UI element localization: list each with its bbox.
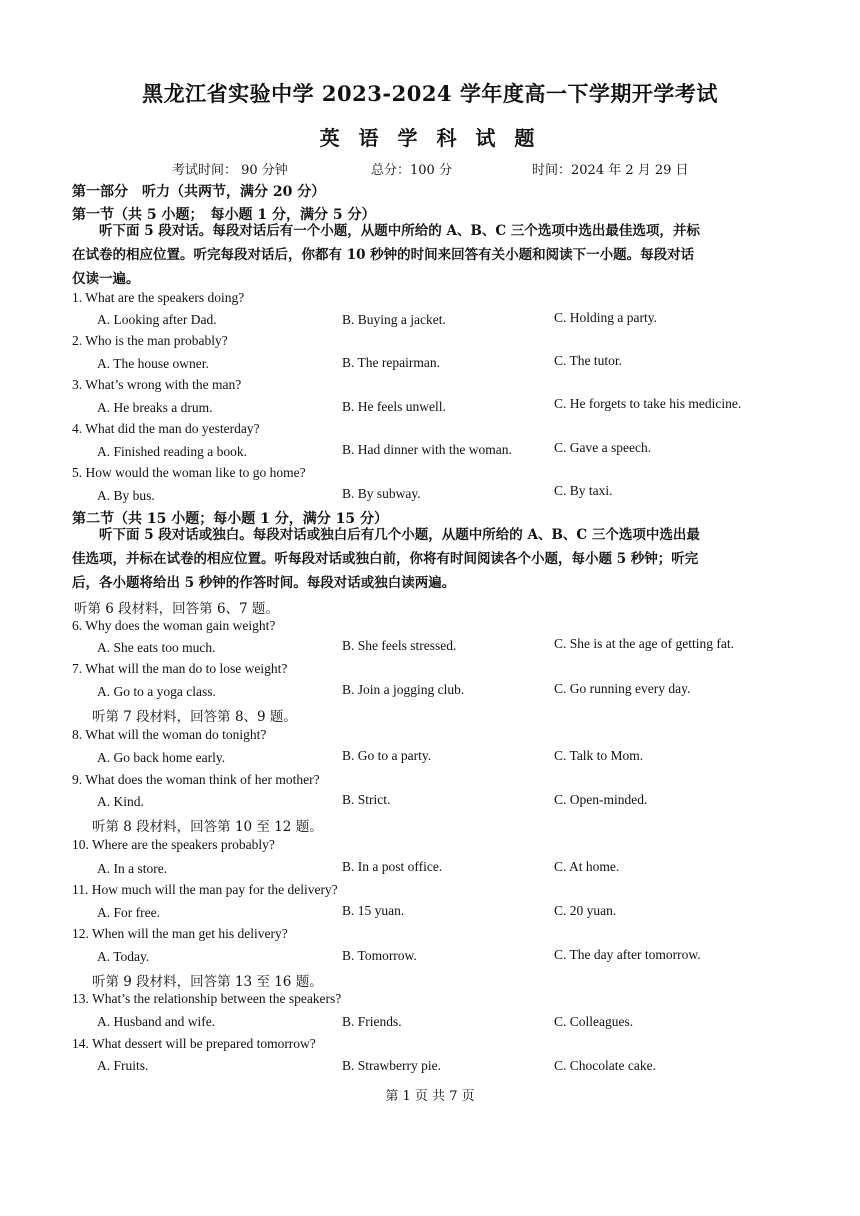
option-a: A. Kind. [97,794,144,809]
instruction-line: 听下面 5 段对话。每段对话后有一个小题，从题中所给的 A、B、C 三个选项中选出最佳选项，并标 [99,223,700,239]
option-b: B. Tomorrow. [342,948,417,963]
option-a: A. By bus. [97,488,155,503]
question-stem: 5. How would the woman like to go home? [72,465,306,480]
material-note: 听第 8 段材料，回答第 10 至 12 题。 [92,819,323,835]
option-c: C. Holding a party. [554,310,657,325]
page-number: 第 1 页 共 7 页 [385,1089,475,1104]
material-note: 听第 7 段材料，回答第 8、9 题。 [92,709,297,725]
option-b: B. By subway. [342,486,421,501]
question-stem: 14. What dessert will be prepared tomorrow? [72,1036,316,1051]
option-c: C. At home. [554,859,620,874]
option-a: A. She eats too much. [97,640,216,655]
option-b: B. 15 yuan. [342,903,405,918]
question-stem: 12. When will the man get his delivery? [72,926,288,941]
question-stem: 13. What’s the relationship between the speakers? [72,991,342,1006]
question-stem: 7. What will the man do to lose weight? [72,661,288,676]
exam-duration: 考试时间： 90 分钟 [172,163,288,178]
option-c: C. Gave a speech. [554,440,652,455]
option-a: A. For free. [97,905,160,920]
option-a: A. Go back home early. [97,750,226,765]
option-c: C. Chocolate cake. [554,1058,656,1073]
option-b: B. Strawberry pie. [342,1058,441,1073]
question-stem: 9. What does the woman think of her mother? [72,772,320,787]
option-c: C. The day after tomorrow. [554,947,701,962]
exam-title: 黑龙江省实验中学 2023-2024 学年度高一下学期开学考试 [142,81,718,106]
option-c: C. He forgets to take his medicine. [554,396,742,411]
option-c: C. The tutor. [554,353,623,368]
question-stem: 3. What’s wrong with the man? [72,377,242,392]
option-b: B. Strict. [342,792,391,807]
instruction-line: 听下面 5 段对话或独白。每段对话或独白后有几个小题，从题中所给的 A、B、C 三个选项中选出最 [99,527,700,543]
option-a: A. Husband and wife. [97,1014,216,1029]
option-a: A. Fruits. [97,1058,149,1073]
option-b: B. Had dinner with the woman. [342,442,512,457]
option-a: A. Finished reading a book. [97,444,247,459]
question-stem: 2. Who is the man probably? [72,333,228,348]
section2-instructions [72,523,772,595]
option-b: B. He feels unwell. [342,399,446,414]
question-stem: 1. What are the speakers doing? [72,290,245,305]
question-stem: 4. What did the man do yesterday? [72,421,260,436]
question-stem: 10. Where are the speakers probably? [72,837,275,852]
option-c: C. Open-minded. [554,792,648,807]
material-note: 听第 9 段材料，回答第 13 至 16 题。 [92,974,323,990]
option-c: C. Go running every day. [554,681,691,696]
option-a: A. Looking after Dad. [97,312,217,327]
option-c: C. By taxi. [554,483,613,498]
question-stem: 6. Why does the woman gain weight? [72,618,276,633]
option-b: B. Join a jogging club. [342,682,465,697]
option-c: C. She is at the age of getting fat. [554,636,734,651]
option-b: B. Friends. [342,1014,402,1029]
exam-total-score: 总分：100 分 [371,163,452,178]
instruction-line: 在试卷的相应位置。听完每段对话后，你都有 10 秒钟的时间来回答有关小题和阅读下一小题。每段对话 [72,247,695,263]
instruction-line: 后，各小题将给出 5 秒钟的作答时间。每段对话或独白读两遍。 [72,575,456,591]
section1-title: 第一节（共 5 小题； 每小题 1 分，满分 5 分） [72,207,376,223]
question-stem: 11. How much will the man pay for the delivery? [72,882,338,897]
option-b: B. The repairman. [342,355,440,370]
option-c: C. Colleagues. [554,1014,634,1029]
option-b: B. She feels stressed. [342,638,457,653]
question-stem: 8. What will the woman do tonight? [72,727,267,742]
option-a: A. In a store. [97,861,168,876]
part1-title: 第一部分 听力（共两节，满分 20 分） [72,184,326,200]
option-a: A. Go to a yoga class. [97,684,216,699]
exam-date: 时间：2024 年 2 月 29 日 [532,163,689,178]
instruction-line: 佳选项，并标在试卷的相应位置。听每段对话或独白前，你将有时间阅读各个小题，每小题 5 秒钟；听完 [72,551,699,567]
option-a: A. He breaks a drum. [97,400,213,415]
option-b: B. Go to a party. [342,748,432,763]
material-note: 听第 6 段材料，回答第 6、7 题。 [74,601,279,617]
section2-title: 第二节（共 15 小题；每小题 1 分，满分 15 分） [72,511,388,527]
option-a: A. The house owner. [97,356,209,371]
option-a: A. Today. [97,949,150,964]
option-b: B. In a post office. [342,859,443,874]
instruction-line: 仅读一遍。 [72,271,140,287]
option-b: B. Buying a jacket. [342,312,446,327]
option-c: C. Talk to Mom. [554,748,644,763]
section1-instructions [72,219,772,291]
option-c: C. 20 yuan. [554,903,617,918]
subject-title: 英 语 学 科 试 题 [319,126,541,150]
